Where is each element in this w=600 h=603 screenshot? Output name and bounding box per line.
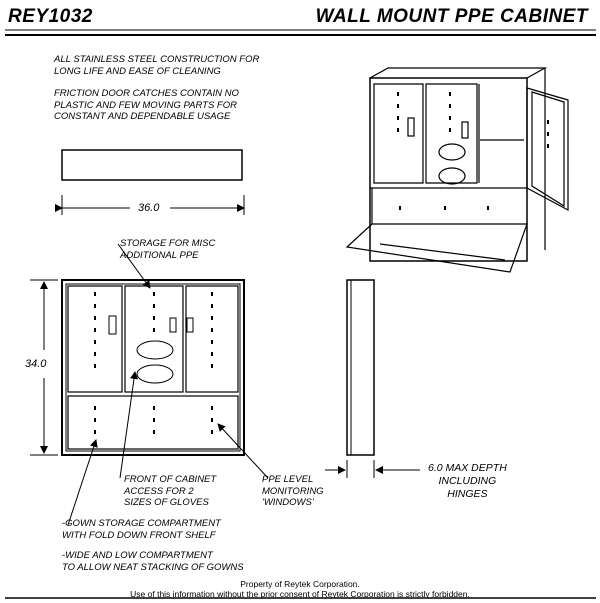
callout-front: FRONT OF CABINET ACCESS FOR 2 SIZES OF GLOVES (124, 474, 217, 508)
top-view (62, 150, 242, 180)
side-view (347, 280, 374, 455)
page-title: WALL MOUNT PPE CABINET (315, 6, 588, 27)
footer-property: Property of Reytek Corporation. (240, 579, 360, 589)
callout-wide: -WIDE AND LOW COMPARTMENT TO ALLOW NEAT STACKING OF GOWNS (62, 550, 244, 573)
isometric-view (347, 68, 568, 272)
note-construction: ALL STAINLESS STEEL CONSTRUCTION FOR LONG LIFE AND EASE OF CLEANING (54, 54, 260, 77)
depth-dimension (325, 460, 420, 478)
callout-level: PPE LEVEL MONITORING 'WINDOWS' (262, 474, 324, 508)
height-label: 34.0 (25, 358, 47, 370)
callout-storage: STORAGE FOR MISC ADDITIONAL PPE (120, 238, 216, 261)
callout-gown: -GOWN STORAGE COMPARTMENT WITH FOLD DOWN FRONT SHELF (62, 518, 221, 541)
note-door-catches: FRICTION DOOR CATCHES CONTAIN NO PLASTIC AND FEW MOVING PARTS FOR CONSTANT AND DEPENDABLE USAGE (54, 88, 239, 122)
width-label: 36.0 (138, 202, 160, 214)
iso-slots (398, 92, 548, 210)
level-windows (95, 292, 212, 434)
model-number: REY1032 (8, 6, 93, 27)
depth-label: 6.0 MAX DEPTH INCLUDING HINGES (428, 462, 507, 500)
footer-notice: Use of this information without the prior consent of Reytek Corporation is strictly forbidden. (130, 589, 470, 599)
